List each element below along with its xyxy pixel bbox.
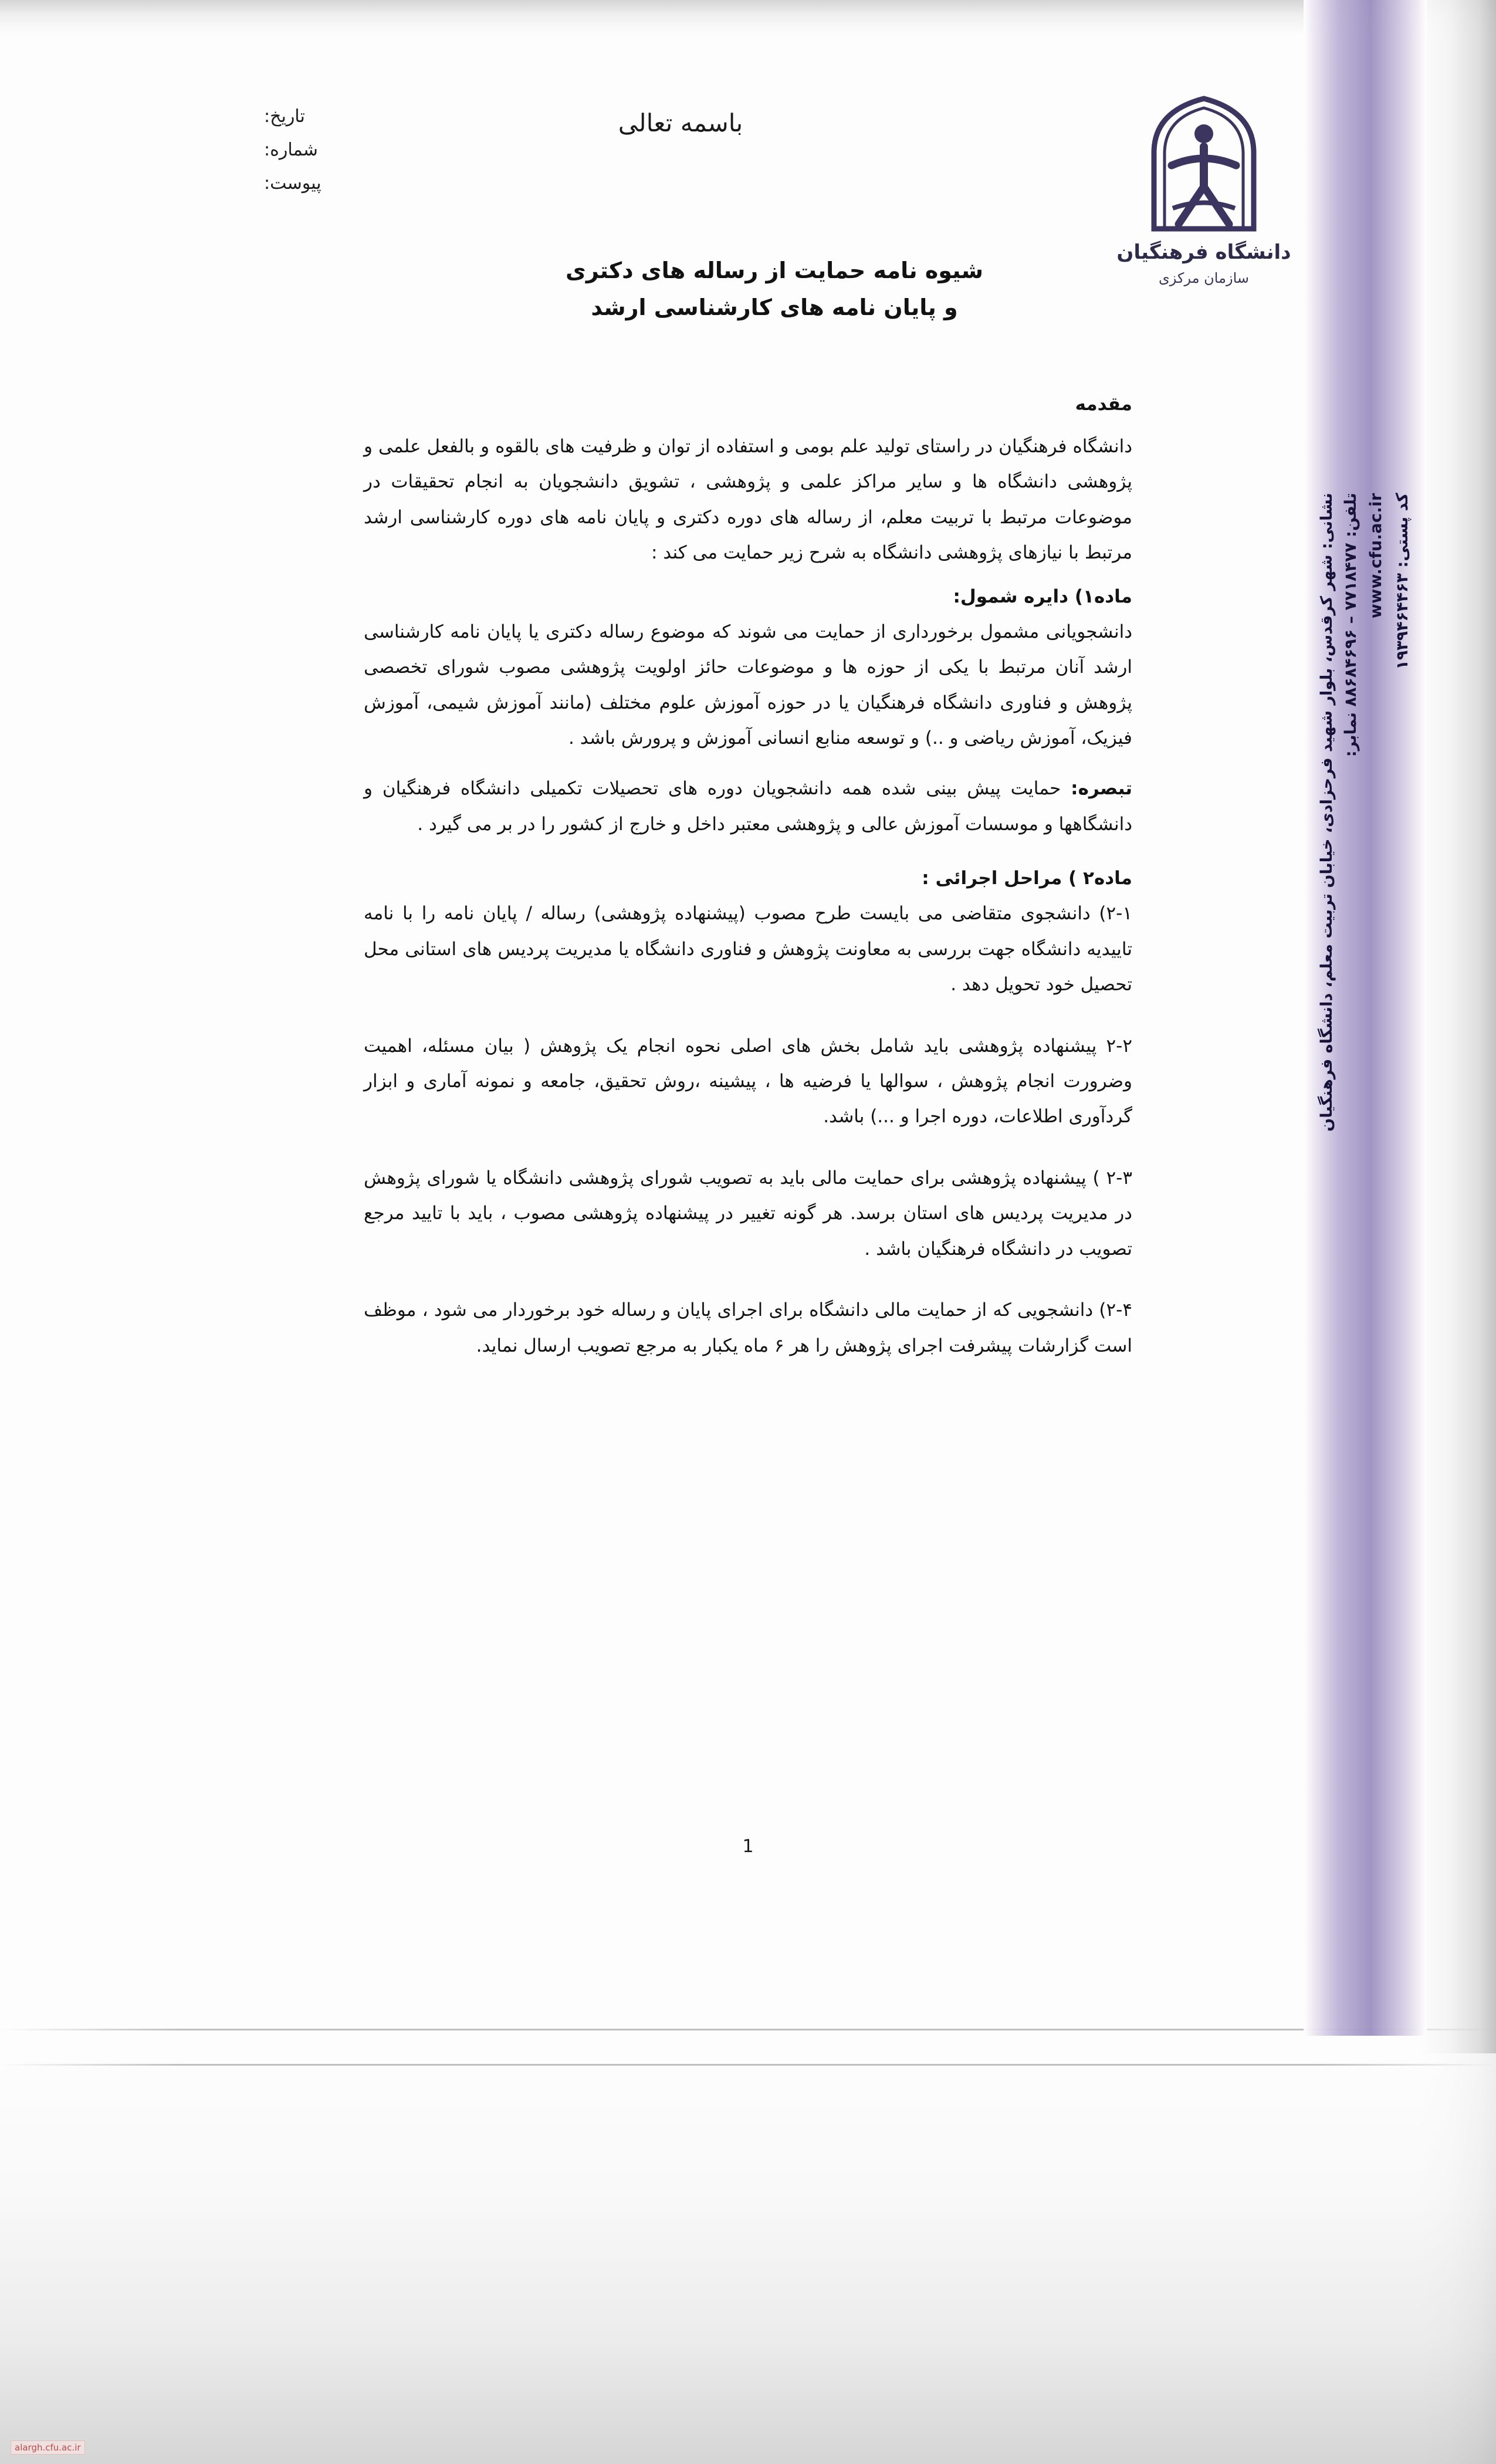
paragraph-tabsare: [364, 771, 1132, 842]
sidebar-postal-code: کد پستی: ۱۹۳۹۴۶۴۴۶۳: [1393, 493, 1412, 670]
section-heading-moghaddame: مقدمه: [1075, 394, 1132, 415]
document-body: [364, 387, 1132, 1379]
scan-shadow-top: [0, 0, 1496, 35]
field-number: شماره:: [264, 140, 318, 160]
logo-mark-icon: [1136, 88, 1271, 235]
field-attachment: پیوست:: [264, 173, 321, 194]
paragraph-2-2: ۲-۲ پیشنهاده پژوهشی باید شامل بخش های اصلی نحوه انجام یک پژوهش ( بیان مسئله، اهمیت وضرورت انجام پژوهش ، سوالها یا فرضیه ها ، پیشینه ،روش تحقیق، جامعه و نمونه آماری و ابزار گردآوری اطلاعات، دوره اجرا و ...) باشد.: [364, 1035, 1132, 1128]
sidebar-telephone: تلفن: ۷۷۱۸۴۷۷ – ۸۸۶۸۴۶۹۶ نمابر:: [1342, 493, 1360, 757]
header-fields: [264, 100, 417, 200]
spacer: [364, 857, 1132, 868]
paragraph-2-1: ۲-۱) دانشجوی متقاضی می بایست طرح مصوب (پیشنهاده پژوهشی) رساله / پایان نامه را با نامه تاییدیه دانشگاه جهت بررسی به معاونت پژوهش و فناوری دانشگاه یا مدیریت پردیس های استانی محل تحصیل خود تحویل دهد .: [364, 903, 1132, 996]
basmala: باسمه تعالی: [618, 109, 743, 137]
page-title-line-1: شیوه نامه حمایت از رساله های دکتری: [566, 258, 983, 283]
section-heading-madde-2: ماده۲ ) مراحل اجرائی :: [922, 868, 1132, 889]
paper-fold-line: [0, 2029, 1496, 2030]
sidebar-website[interactable]: www.cfu.ac.ir: [1367, 493, 1385, 619]
spacer: [364, 1018, 1132, 1028]
watermark-label: alargh.cfu.ac.ir: [11, 2441, 85, 2455]
page-number: 1: [742, 1836, 754, 1857]
logo-subtitle: سازمان مرکزی: [1159, 270, 1249, 286]
spacer: [364, 1282, 1132, 1292]
logo-organization-name: دانشگاه فرهنگیان: [1116, 241, 1291, 264]
paragraph-2-4: ۲-۴) دانشجویی که از حمایت مالی دانشگاه برای اجرای پایان و رساله خود برخوردار می شود ، موظف است گزارشات پیشرفت اجرای پژوهش را هر ۶ ماه یکبار به مرجع تصویب ارسال نماید.: [364, 1299, 1132, 1356]
paragraph-intro: دانشگاه فرهنگیان در راستای تولید علم بومی و استفاده از توان و ظرفیت های بالقوه و بالفعل علمی و پژوهشی دانشگاه ها و سایر مراکز علمی و پژوهشی ، تشویق دانشجویان به انجام تحقیقات در موضوعات مرتبط با تربیت معلم، از رساله های دوره دکتری و پایان نامه های دوره کارشناسی ارشد مرتبط با نیازهای پژوهشی دانشگاه به شرح زیر حمایت می کند :: [364, 435, 1132, 564]
scan-shadow-bottom: [0, 2053, 1496, 2464]
page-title-line-2: و پایان نامه های کارشناسی ارشد: [591, 294, 958, 320]
sidebar-address: نشانی: شهر کرقدس، بلوار شهید فرحزادی، خیابان تربیت معلم، دانشگاه فرهنگیان: [1318, 493, 1336, 1132]
field-date: تاریخ:: [264, 106, 305, 127]
section-heading-madde-1: ماده۱) دایره شمول:: [953, 585, 1132, 607]
paragraph-madde-1: دانشجویانی مشمول برخورداری از حمایت می شوند که موضوع رساله دکتری یا پایان نامه کارشناسی ارشد آنان مرتبط با یکی از حوزه ها و موضوعات حائز اولویت پژوهشی مصوب شورای تخصصی پژوهش و فناوری دانشگاه فرهنگیان یا در حوزه آموزش علوم مختلف (مانند آموزش شیمی، آموزش فیزیک، آموزش ریاضی و ..) و توسعه منابع انسانی آموزش و پرورش باشد .: [364, 621, 1132, 749]
university-logo: [1116, 88, 1292, 352]
tabsare-text: حمایت پیش بینی شده همه دانشجویان دوره های تحصیلات تکمیلی دانشگاه فرهنگیان و دانشگاهها و موسسات آموزش عالی و پژوهشی معتبر داخل و خارج از کشور را در بر می گیرد .: [364, 778, 1132, 835]
page-title: [463, 252, 1085, 326]
spacer: [364, 1150, 1132, 1160]
paragraph-2-3: ۲-۳ ) پیشنهاده پژوهشی برای حمایت مالی باید به تصویب شورای پژوهشی دانشگاه یا شورای پژوهش در مدیریت پردیس های استان برسد. هر گونه تغییر در پیشنهاده پژوهشی مصوب ، باید با تایید مرجع تصویب در دانشگاه فرهنگیان باشد .: [364, 1167, 1132, 1260]
contact-info-sidebar: [1304, 493, 1427, 1490]
tabsare-label: تبصره:: [1071, 778, 1132, 800]
paper-fold-line: [0, 2064, 1496, 2066]
